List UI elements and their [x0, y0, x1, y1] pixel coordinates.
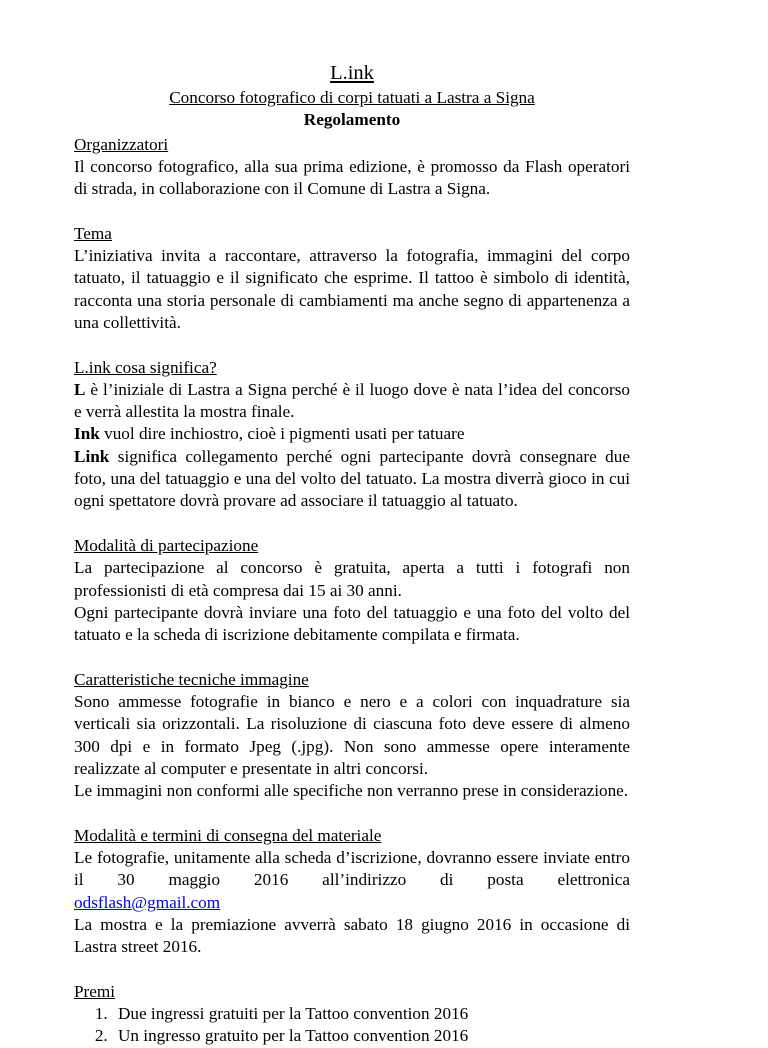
section-premi [74, 981, 630, 1048]
definition-link [74, 446, 630, 513]
section-text: Le fotografie, unitamente alla scheda d’iscrizione, dovranno essere inviate entro il 30 maggio 2016 all’indirizzo di posta elettronica [74, 848, 630, 890]
section-text: La mostra e la premiazione avverrà sabato 18 giugno 2016 in occasione di Lastra street 2016. [74, 914, 630, 957]
prize-list [74, 1003, 630, 1048]
section-text: Il concorso fotografico, alla sua prima edizione, è promosso da Flash operatori di strada, in collaborazione con il Comune di Lastra a Signa. [74, 156, 630, 199]
term-ink: Ink [74, 424, 100, 444]
section-text: L’iniziativa invita a raccontare, attraverso la fotografia, immagini del corpo tatuato, il tatuaggio e il significato che esprime. Il tattoo è simbolo di identità, racconta una storia personale di cambiamenti ma anche segno di appartenenza a una collettività. [74, 246, 630, 332]
definition-ink-text: vuol dire inchiostro, cioè i pigmenti usati per tatuare [99, 424, 465, 444]
section-partecipazione [74, 535, 630, 646]
definition-l-text: è l’iniziale di Lastra a Signa perché è il luogo dove è nata l’idea del concorso e verrà allestita la mostra finale. [74, 379, 630, 422]
definition-link-text: significa collegamento perché ogni partecipante dovrà consegnare due foto, una del tatuaggio e una del volto del tatuato. La mostra diverrà gioco in cui ogni spettatore dovrà provare ad associare il tatuaggio al tatuato. [74, 446, 630, 511]
section-heading: Modalità e termini di consegna del materiale [74, 825, 382, 845]
section-tema [74, 223, 630, 334]
section-text: Sono ammesse fotografie in bianco e nero e a colori con inquadrature sia verticali sia orizzontali. La risoluzione di ciascuna foto deve essere di almeno 300 dpi e in formato Jpeg (.jpg). Non sono ammesse opere interamente realizzate al computer e presentate in altri concorsi. [74, 692, 630, 778]
prize-item: 2. Un ingresso gratuito per la Tattoo convention 2016 [112, 1025, 630, 1047]
section-text: Ogni partecipante dovrà inviare una foto del tatuaggio e una foto del volto del tatuato e la scheda di iscrizione debitamente compilata e firmata. [74, 602, 630, 645]
definition-l [74, 379, 630, 424]
email-line [74, 892, 630, 914]
section-heading: Caratteristiche tecniche immagine [74, 669, 309, 689]
section-heading: Premi [74, 981, 116, 1001]
definition-ink [74, 423, 630, 445]
section-consegna [74, 825, 630, 959]
section-heading: L.ink cosa significa? [74, 357, 217, 377]
document-title: L.ink [330, 62, 374, 84]
section-caratteristiche [74, 669, 630, 803]
prize-item: 1. Due ingressi gratuiti per la Tattoo convention 2016 [112, 1003, 630, 1025]
section-text: La partecipazione al concorso è gratuita, aperta a tutti i fotografi non professionisti di età compresa dai 15 ai 30 anni. [74, 558, 630, 600]
rules-title: Regolamento [303, 110, 401, 130]
document-subtitle: Concorso fotografico di corpi tatuati a Lastra a Signa [169, 88, 535, 107]
section-text: Le immagini non conformi alle specifiche non verranno prese in considerazione. [74, 781, 629, 801]
section-heading: Tema [74, 223, 112, 243]
section-heading: Modalità di partecipazione [74, 535, 259, 555]
email-link[interactable]: odsflash@gmail.com [74, 892, 221, 912]
term-link: Link [74, 446, 110, 466]
term-l: L [74, 379, 86, 399]
section-organizzatori [74, 134, 630, 201]
section-significato [74, 357, 630, 513]
section-heading: Organizzatori [74, 134, 169, 154]
